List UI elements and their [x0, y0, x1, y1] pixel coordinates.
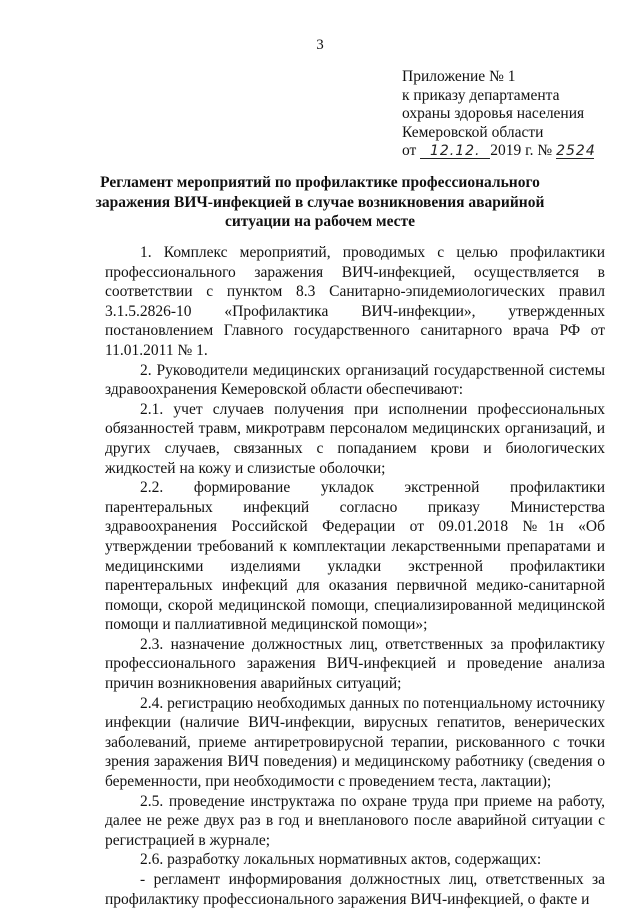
document-title: Регламент мероприятий по профилактике профессионального заражения ВИЧ-инфекцией в случае возникновения аварийной ситуации на рабочем месте	[95, 174, 545, 230]
appendix-line-4: Кемеровской области	[402, 123, 544, 141]
handwritten-date: 12.12.	[420, 144, 490, 159]
appendix-line-1: Приложение № 1	[402, 68, 516, 85]
paragraph-2-4: 2.4. регистрацию необходимых данных по потенциальному источнику инфекции (наличие ВИЧ-инфекции, вирусных гепатитов, венерических заболеваний, приеме антиретровирусной терапии, рискованного с точки зрения заражения ВИЧ поведения) и медицинскому работнику (сведения о беременности, при необходимости с проведением теста, лактации);	[105, 694, 605, 791]
date-prefix: от	[402, 142, 417, 159]
paragraph-2-1: 2.1. учет случаев получения при исполнении профессиональных обязанностей травм, микротравм персоналом медицинских организаций, и других случаев, связанных с попаданием крови и биологических жидкостей на кожу и слизистые оболочки;	[105, 400, 605, 477]
appendix-line-3: охраны здоровья населения	[402, 105, 585, 122]
appendix-line-2: к приказу департамента	[402, 86, 560, 104]
page-number: 3	[316, 37, 324, 53]
paragraph-2-6: 2.6. разработку локальных нормативных актов, содержащих:	[140, 851, 542, 869]
document-body	[105, 243, 605, 909]
paragraph-2-3: 2.3. назначение должностных лиц, ответственных за профилактику профессионального заражения ВИЧ-инфекцией и проведение анализа причин возникновения аварийных ситуаций;	[105, 635, 605, 693]
appendix-block	[402, 68, 632, 161]
paragraph-1: 1. Комплекс мероприятий, проводимых с целью профилактики профессионального заражения ВИЧ-инфекцией, осуществляется в соответствии с пунктом 8.3 Санитарно-эпидемиологических правил 3.1.5.2826-10 «Профилактика ВИЧ-инфекции», утвержденных постановлением Главного государственного санитарного врача РФ от 11.01.2011 № 1.	[105, 244, 605, 359]
paragraph-2-5: 2.5. проведение инструктажа по охране труда при приеме на работу, далее не реже двух раз в год и внепланового после аварийной ситуации с регистрацией в журнале;	[105, 792, 605, 849]
appendix-date-line	[402, 142, 632, 161]
date-suffix: 2019 г. №	[490, 142, 553, 159]
paragraph-2-2: 2.2. формирование укладок экстренной профилактики парентеральных инфекций согласно приказу Министерства здравоохранения Российской Федерации от 09.01.2018 №1н «Об утверждении требований к комплектации лекарственными препаратами и медицинскими изделиями укладки экстренной профилактики парентеральных инфекций для оказания первичной медико-санитарной помощи, скорой медицинской помощи, специализированной медицинской помощи и паллиативной медицинской помощи»;	[105, 479, 605, 634]
paragraph-2: 2. Руководители медицинских организаций государственной системы здравоохранения Кемеровской области обеспечивают:	[105, 361, 605, 399]
paragraph-2-6-item: - регламент информирования должностных лиц, ответственных за профилактику профессионального заражения ВИЧ-инфекцией, о факте и	[105, 871, 605, 908]
handwritten-order-number: 2524	[556, 143, 596, 159]
